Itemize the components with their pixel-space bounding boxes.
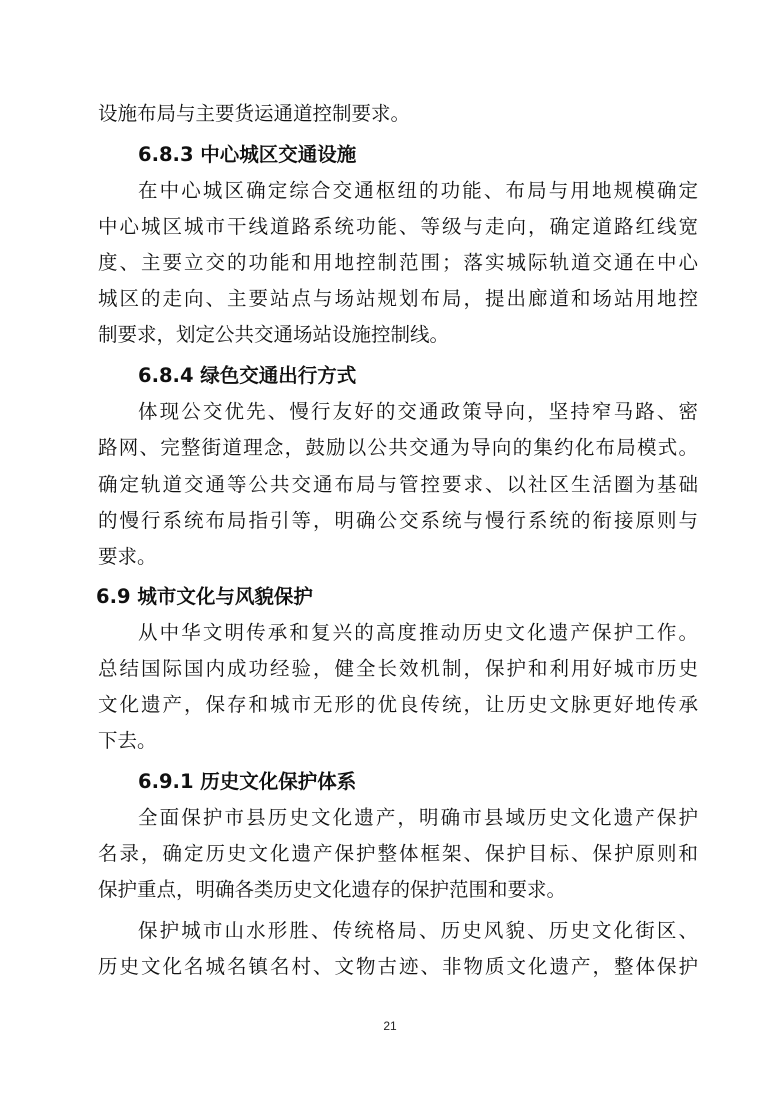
section-heading-6-9: 6.9 城市文化与风貌保护 (96, 585, 313, 608)
text-line: 城区的走向、主要站点与场站规划布局，提出廊道和场站用地控 (98, 287, 698, 310)
text-line: 设施布局与主要货运通道控制要求。 (98, 102, 411, 125)
text-line: 度、主要立交的功能和用地控制范围；落实城际轨道交通在中心 (98, 251, 698, 274)
text-line: 体现公交优先、慢行友好的交通政策导向，坚持窄马路、密 (138, 400, 698, 423)
section-heading-6-9-1: 6.9.1 历史文化保护体系 (138, 770, 357, 793)
text-line: 下去。 (98, 729, 157, 752)
text-line: 确定轨道交通等公共交通布局与管控要求、以社区生活圈为基础 (98, 473, 698, 496)
text-line: 总结国际国内成功经验，健全长效机制，保护和利用好城市历史 (98, 657, 698, 680)
text-line: 文化遗产，保存和城市无形的优良传统，让历史文脉更好地传承 (98, 693, 698, 716)
section-heading-6-8-4: 6.8.4 绿色交通出行方式 (138, 364, 357, 387)
text-line: 路网、完整街道理念，鼓励以公共交通为导向的集约化布局模式。 (98, 436, 698, 459)
page-number: 21 (383, 1019, 397, 1033)
text-line: 全面保护市县历史文化遗产，明确市县域历史文化遗产保护 (138, 806, 698, 829)
text-line: 保护城市山水形胜、传统格局、历史风貌、历史文化街区、 (138, 919, 698, 942)
text-line: 中心城区城市干线道路系统功能、等级与走向，确定道路红线宽 (98, 215, 698, 238)
text-line: 保护重点，明确各类历史文化遗存的保护范围和要求。 (98, 878, 567, 901)
text-line: 制要求，划定公共交通场站设施控制线。 (98, 323, 450, 346)
text-line: 名录，确定历史文化遗产保护整体框架、保护目标、保护原则和 (98, 842, 698, 865)
text-line: 的慢行系统布局指引等，明确公交系统与慢行系统的衔接原则与 (98, 509, 698, 532)
text-line: 在中心城区确定综合交通枢纽的功能、布局与用地规模确定 (138, 179, 698, 202)
section-heading-6-8-3: 6.8.3 中心城区交通设施 (138, 143, 357, 166)
text-line: 历史文化名城名镇名村、文物古迹、非物质文化遗产，整体保护 (98, 955, 698, 978)
text-line: 要求。 (98, 545, 157, 568)
text-line: 从中华文明传承和复兴的高度推动历史文化遗产保护工作。 (138, 621, 698, 644)
